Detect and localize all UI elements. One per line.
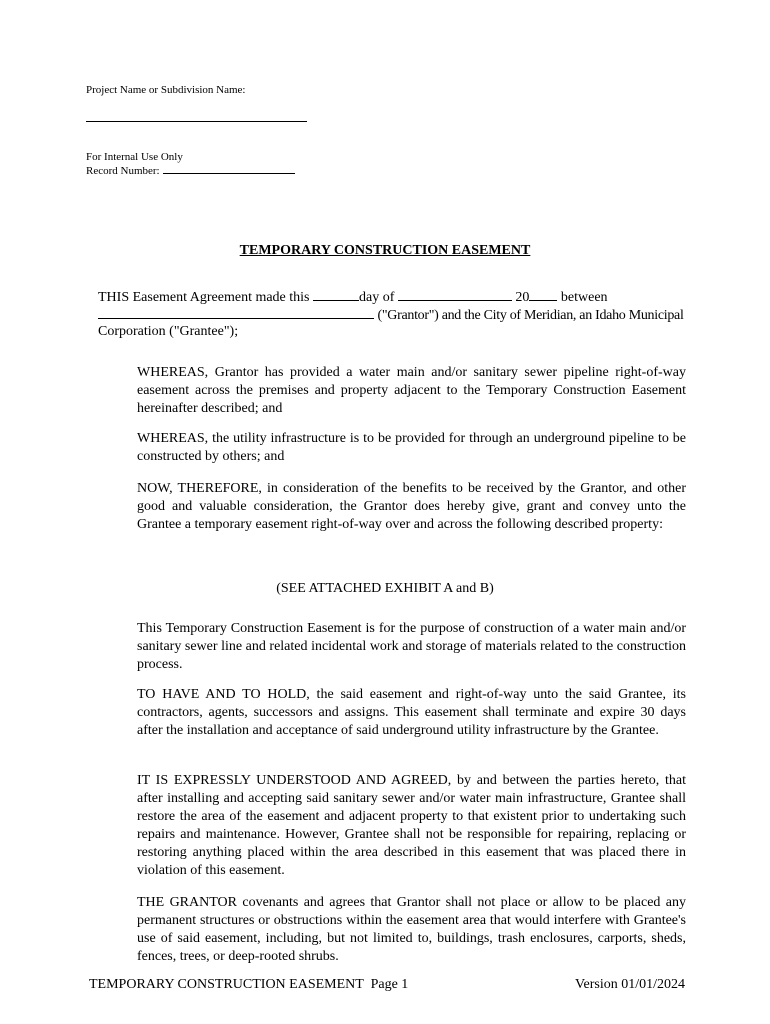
intro-text-5: ("Grantor") and the City of Meridian, an Idaho Municipal: [377, 308, 684, 323]
intro-text-3: 20: [515, 290, 530, 305]
document-title: TEMPORARY CONSTRUCTION EASEMENT: [239, 243, 531, 258]
record-number-label: Record Number:: [86, 165, 160, 177]
expressly-understood-paragraph: IT IS EXPRESSLY UNDERSTOOD AND AGREED, by and between the parties hereto, that after installing and accepting said sanitary sewer and/or water main infrastructure, Grantee shall restore the area of the easement and adjacent property to that existent prior to undertaking such repairs and maintenance. However, Grantee shall not be responsible for repairing, replacing or restoring anything placed within the area described in this easement that was placed there in violation of this easement.: [137, 773, 686, 878]
intro-line-2: [98, 306, 708, 324]
now-therefore-paragraph: NOW, THEREFORE, in consideration of the benefits to be received by the Grantor, and other good and valuable consideration, the Grantor does hereby give, grant and convey unto the Grantee a temporary easement right-of-way over and across the following described property:: [137, 481, 686, 532]
record-number-line: [86, 164, 295, 178]
month-blank: [398, 288, 512, 301]
internal-use-label: For Internal Use Only: [86, 151, 183, 163]
whereas-paragraph-1: WHEREAS, Grantor has provided a water main and/or sanitary sewer pipeline right-of-way easement across the premises and property adjacent to the Temporary Construction Easement hereinafter described; and: [137, 365, 686, 416]
day-blank: [313, 288, 359, 301]
intro-paragraph: [98, 288, 708, 340]
intro-line-1: [98, 288, 708, 306]
footer-version: Version 01/01/2024: [575, 977, 686, 992]
purpose-paragraph: This Temporary Construction Easement is for the purpose of construction of a water main and/or sanitary sewer line and related incidental work and storage of materials related to the construction process.: [137, 621, 686, 672]
year-blank: [529, 288, 557, 301]
grantor-blank: [98, 306, 374, 319]
intro-text-6: Corporation ("Grantee");: [98, 324, 239, 339]
record-number-blank: [163, 164, 295, 174]
intro-text-4: between: [560, 290, 608, 305]
project-name-blank-line: [86, 121, 307, 122]
exhibit-reference: (SEE ATTACHED EXHIBIT A and B): [276, 581, 494, 596]
project-name-label: Project Name or Subdivision Name:: [86, 84, 246, 96]
whereas-paragraph-2: WHEREAS, the utility infrastructure is to be provided for through an underground pipeline to be constructed by others; and: [137, 431, 686, 464]
intro-text-1: THIS Easement Agreement made this: [98, 290, 310, 305]
to-have-and-to-hold-paragraph: TO HAVE AND TO HOLD, the said easement and right-of-way unto the said Grantee, its contractors, agents, successors and assigns. This easement shall terminate and expire 30 days after the installation and acceptance of said underground utility infrastructure by the Grantee.: [137, 687, 686, 738]
footer-page-label: TEMPORARY CONSTRUCTION EASEMENT Page 1: [89, 977, 409, 992]
grantor-covenants-paragraph: THE GRANTOR covenants and agrees that Grantor shall not place or allow to be placed any permanent structures or obstructions within the easement area that would interfere with Grantee's use of said easement, including, but not limited to, buildings, trash enclosures, carports, sheds, fences, trees, or deep-rooted shrubs.: [137, 895, 686, 964]
intro-line-3: [98, 324, 708, 340]
intro-text-2: day of: [359, 290, 395, 305]
